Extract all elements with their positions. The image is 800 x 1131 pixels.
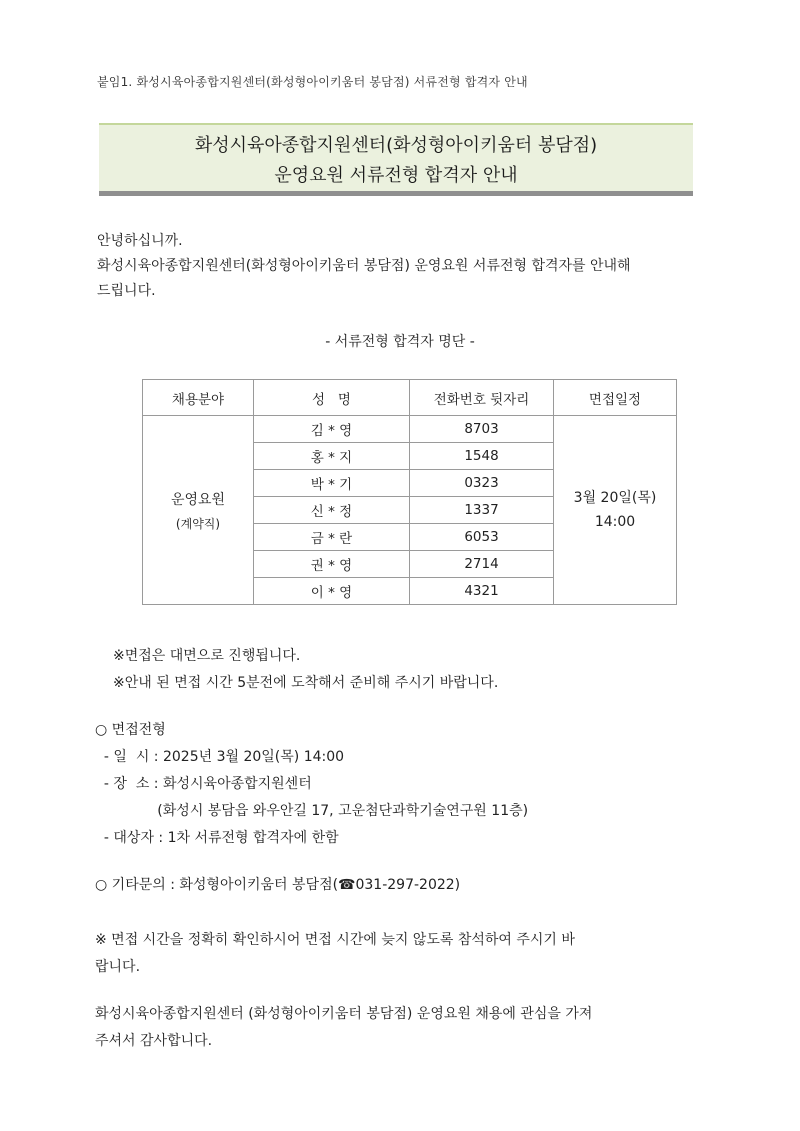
phone-cell: 1337 [410,497,554,524]
closing-line: 화성시육아종합지원센터 (화성형아이키움터 봉담점) 운영요원 채용에 관심을 가져 [95,1006,593,1022]
title-line-2: 운영요원 서류전형 합격자 안내 [274,165,518,186]
name-cell: 권 * 영 [254,551,410,578]
closing-note-line: ※ 면접 시간을 정확히 확인하시어 면접 시간에 늦지 않도록 참석하여 주시기 바 [95,932,575,948]
name-cell: 금 * 란 [254,524,410,551]
field-type: (계약직) [175,516,221,531]
name-cell: 신 * 정 [254,497,410,524]
phone-cell: 2714 [410,551,554,578]
table-header-row [143,380,677,416]
table-row [143,416,677,443]
name-cell: 이 * 영 [254,578,410,605]
applicant-table [142,379,677,605]
contact-info: ○ 기타문의 : 화성형아이키움터 봉담점(☎031-297-2022) [95,877,461,893]
attachment-label: 붙임1. 화성시육아종합지원센터(화성형아이키움터 봉담점) 서류전형 합격자 안내 [97,75,528,89]
notes [113,643,498,697]
closing-note [95,927,715,981]
title-box [99,123,693,196]
field-cell [143,416,254,605]
phone-cell: 6053 [410,524,554,551]
intro-line: 화성시육아종합지원센터(화성형아이키움터 봉담점) 운영요원 서류전형 합격자를 안내해 [97,258,631,274]
note-item: ※안내 된 면접 시간 5분전에 도착해서 준비해 주시기 바랍니다. [113,675,499,691]
phone-cell: 1548 [410,443,554,470]
interview-address: (화성시 봉담읍 와우안길 17, 고운첨단과학기술연구원 11층) [95,803,529,819]
column-header-field: 채용분야 [143,380,254,416]
interview-target: - 대상자 : 1차 서류전형 합격자에 한함 [95,830,339,846]
field-name: 운영요원 [170,491,226,508]
interview-datetime: - 일 시 : 2025년 3월 20일(목) 14:00 [95,749,345,765]
intro-paragraph [97,229,717,304]
name-cell: 홍 * 지 [254,443,410,470]
note-item: ※면접은 대면으로 진행됩니다. [113,648,301,664]
intro-greeting: 안녕하십니까. [97,233,183,249]
phone-cell: 4321 [410,578,554,605]
schedule-cell [554,416,677,605]
schedule-time: 14:00 [594,514,636,530]
interview-heading: ○ 면접전형 [95,722,166,738]
closing-line: 주셔서 감사합니다. [95,1033,213,1049]
column-header-name: 성 명 [254,380,410,416]
interview-section [95,717,528,852]
column-header-phone: 전화번호 뒷자리 [410,380,554,416]
phone-cell: 0323 [410,470,554,497]
name-cell: 박 * 기 [254,470,410,497]
closing-remarks [95,1001,715,1055]
schedule-date: 3월 20일(목) [573,490,657,506]
closing-note-line: 랍니다. [95,959,141,975]
list-heading: - 서류전형 합격자 명단 - [325,334,475,350]
title-line-1: 화성시육아종합지원센터(화성형아이키움터 봉담점) [194,135,598,156]
phone-cell: 8703 [410,416,554,443]
intro-line: 드립니다. [97,283,156,299]
column-header-schedule: 면접일정 [554,380,677,416]
name-cell: 김 * 영 [254,416,410,443]
interview-place: - 장 소 : 화성시육아종합지원센터 [95,776,312,792]
